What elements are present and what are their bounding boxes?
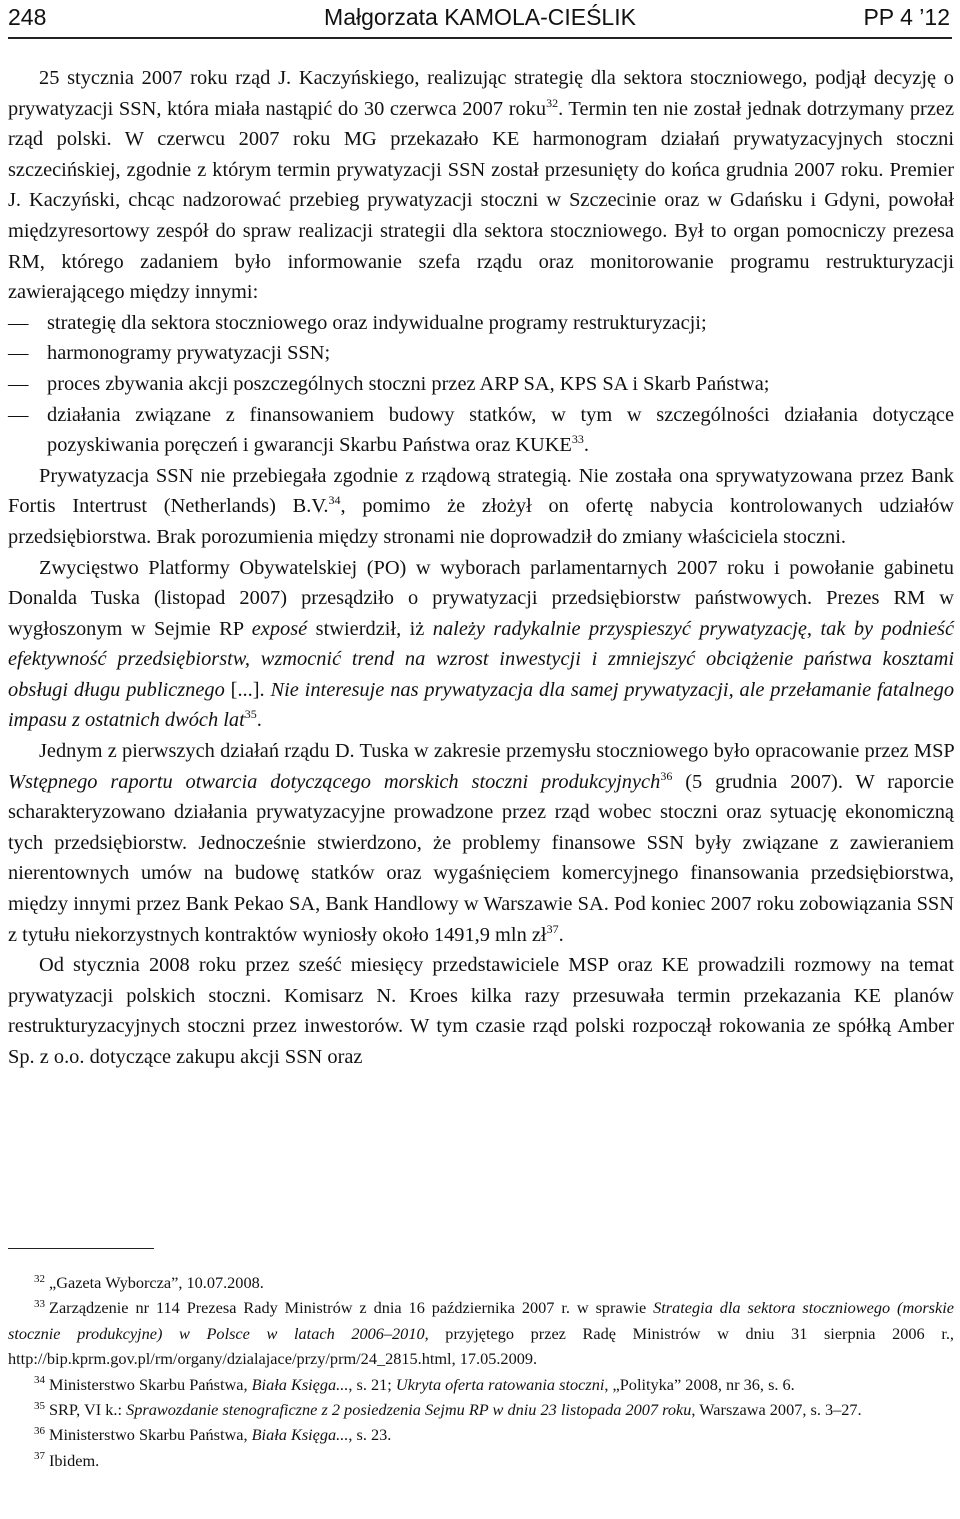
- footnote-number: 37: [34, 1450, 45, 1463]
- text-run: stwierdził, iż: [307, 617, 433, 640]
- journal-issue: PP 4 ’12: [863, 4, 950, 30]
- footnote-ref: 36: [660, 768, 673, 783]
- text-run: . Termin ten nie został jednak dotrzymany przez rząd polski. W czerwcu 2007 roku MG przekazało KE harmonogram działań prywatyzacyjnych stoczni szczecińskiej, zgodnie z którym termin prywatyzacji SSN został przesunięty do końca grudnia 2007 roku. Premier J. Kaczyński, chcąc nadzorować przebieg prywatyzacji stoczni w Szczecinie oraz w Gdańsku i Gdyni, powołał międzyresortowy zespół do spraw realizacji strategii dla sektora stoczniowego. Był to organ pomocniczy prezesa RM, którego zadaniem było informowanie szefa rządu oraz monitorowanie programu restrukturyzacji zawierającego między innymi:: [8, 97, 954, 304]
- footnote-text: Zarządzenie nr 114 Prezesa Rady Ministrów z dnia 16 października 2007 r. w sprawie: [49, 1298, 654, 1318]
- quotation: Nie interesuje nas prywatyzacja dla samej prywatyzacji, ale przełamanie fatalnego impasu z ostatnich dwóch lat: [8, 678, 955, 732]
- footnote-text: Ibidem.: [49, 1450, 100, 1470]
- text-run: Prywatyzacja SSN nie przebiegała zgodnie z rządową strategią. Nie została ona sprywatyzowana przez Bank Fortis Intertrust (Netherlands) B.V.: [8, 464, 954, 518]
- running-header: [0, 0, 960, 42]
- list-item: [8, 338, 954, 369]
- page-number: 248: [8, 4, 47, 30]
- running-header-author: Małgorzata KAMOLA-CIEŚLIK: [324, 4, 636, 30]
- footnote-ref: 35: [244, 707, 257, 722]
- footnote: [8, 1270, 954, 1295]
- footnote-number: 35: [34, 1399, 45, 1412]
- footnote-number: 32: [34, 1272, 45, 1285]
- footnote-text: Ministerstwo Skarbu Państwa,: [49, 1374, 252, 1394]
- footnote-title: Biała Księga...: [251, 1374, 349, 1394]
- paragraph: [8, 553, 954, 737]
- paragraph: Od stycznia 2008 roku przez sześć miesięcy przedstawiciele MSP oraz KE prowadzili rozmowy na temat prywatyzacji polskich stoczni. Komisarz N. Kroes kilka razy przesuwała termin przekazania KE planów restrukturyzacyjnych stoczni przez inwestorów. W tym czasie rząd polski rozpoczął rokowania ze spółką Amber Sp. z o.o. dotyczące zakupu akcji SSN oraz: [8, 954, 954, 1068]
- bullet-list: [8, 308, 954, 461]
- italic-term: exposé: [251, 617, 308, 640]
- footnote-ref: 34: [328, 493, 341, 508]
- text-run: 25 stycznia 2007 roku rząd J. Kaczyńskiego, realizując strategię dla sektora stoczniowego, podjął decyzję o prywatyzacji SSN, która miała nastąpić do 30 czerwca 2007 roku: [8, 67, 954, 120]
- text-run: .: [558, 923, 564, 946]
- footnote: [8, 1295, 954, 1371]
- footnote-title: Strategia dla sektora stoczniowego (morskie stocznie produkcyjne) w Polsce w latach 2006–2010: [8, 1298, 954, 1343]
- footnote-ref: 37: [546, 921, 559, 936]
- footnote: [8, 1448, 954, 1473]
- footnotes: [8, 1270, 954, 1473]
- paragraph: [8, 461, 954, 553]
- footnote-title: Sprawozdanie stenograficzne z 2 posiedzenia Sejmu RP w dniu 23 listopada 2007 roku: [126, 1400, 692, 1420]
- footnote-ref: 32: [546, 95, 559, 110]
- footnote-title: Ukryta oferta ratowania stoczni: [395, 1374, 605, 1394]
- text-run: [...].: [224, 678, 271, 701]
- text-run: Jednym z pierwszych działań rządu D. Tuska w zakresie przemysłu stoczniowego było opracowanie przez MSP: [39, 740, 954, 763]
- text-run: .: [256, 709, 262, 732]
- list-item: [8, 369, 954, 400]
- text-run: (5 grudnia 2007). W raporcie scharakteryzowano działania prywatyzacyjne prowadzone przez rząd wobec stoczni oraz sytuację ekonomiczną tych przedsiębiorstw. Jednocześnie stwierdzono, że problemy finansowe SSN były związane z zawieraniem nierentownych umów na budowę statków oraz wygaśnięciem komercyjnego finansowania przedsiębiorstwa, między innymi przez Bank Pekao SA, Bank Handlowy w Warszawie SA. Pod koniec 2007 roku zobowiązania SSN z tytułu niekorzystnych kontraktów wyniosły około 1491,9 mln zł: [8, 770, 954, 946]
- footnote-text: , s. 21;: [348, 1374, 396, 1394]
- paragraph: [8, 736, 954, 950]
- list-item-text: proces zbywania akcji poszczególnych stoczni przez ARP SA, KPS SA i Skarb Państwa;: [47, 372, 770, 395]
- footnote-text: „Gazeta Wyborcza”, 10.07.2008.: [49, 1273, 264, 1292]
- footnote-text: , Warszawa 2007, s. 3–27.: [691, 1400, 862, 1420]
- text-run: , pomimo że złożył on ofertę nabycia kontrolowanych udziałów przedsiębiorstwa. Brak porozumienia między stronami nie doprowadził do zmiany właściciela stoczni.: [8, 495, 954, 548]
- footnote-text: Ministerstwo Skarbu Państwa,: [49, 1425, 252, 1445]
- main-text: [8, 63, 954, 1073]
- footnote-number: 33: [34, 1297, 45, 1310]
- footnote: [8, 1397, 954, 1422]
- list-item-text: działania związane z finansowaniem budowy statków, w tym w szczególności działania dotyczące pozyskiwania poręczeń i gwarancji Skarbu Państwa oraz KUKE: [47, 403, 954, 457]
- text-run: .: [583, 434, 589, 457]
- footnote-number: 36: [34, 1425, 45, 1438]
- footnote-text: , przyjętego przez Radę Ministrów w dniu 31 sierpnia 2006 r., http://bip.kprm.gov.pl/rm/organy/dzialajace/przy/prm/24_2815.html, 17.05.2009.: [8, 1323, 954, 1369]
- footnote-text: , s. 23.: [348, 1425, 392, 1445]
- footnote: [8, 1372, 954, 1397]
- footnote: [8, 1422, 954, 1447]
- list-item: [8, 400, 954, 461]
- header-rule: [8, 37, 952, 39]
- quotation: należy radykalnie przyspieszyć prywatyzację, tak by podnieść efektywność przedsiębiorstw, wzmocnić trend na wzrost inwestycji i zmniejszyć obciążenie państwa kosztami obsługi długu publicznego: [8, 617, 954, 701]
- document-title: Wstępnego raportu otwarcia dotyczącego morskich stoczni produkcyjnych: [8, 770, 661, 793]
- footnote-ref: 33: [571, 432, 584, 447]
- footnote-title: Biała Księga...: [251, 1425, 349, 1445]
- text-run: Zwycięstwo Platformy Obywatelskiej (PO) w wyborach parlamentarnych 2007 roku i powołanie gabinetu Donalda Tuska (listopad 2007) przesądziło o prywatyzacji przedsiębiorstw państwowych. Prezes RM w wygłoszonym w Sejmie RP: [8, 556, 954, 640]
- footnote-text: , „Polityka” 2008, nr 36, s. 6.: [604, 1374, 795, 1394]
- list-item: [8, 308, 954, 339]
- list-item-text: harmonogramy prywatyzacji SSN;: [47, 342, 331, 365]
- footnote-text: SRP, VI k.:: [49, 1400, 127, 1420]
- footnote-number: 34: [34, 1374, 45, 1387]
- footnote-separator: [8, 1248, 154, 1249]
- paragraph: [8, 63, 954, 308]
- list-item-text: strategię dla sektora stoczniowego oraz indywidualne programy restrukturyzacji;: [47, 311, 707, 334]
